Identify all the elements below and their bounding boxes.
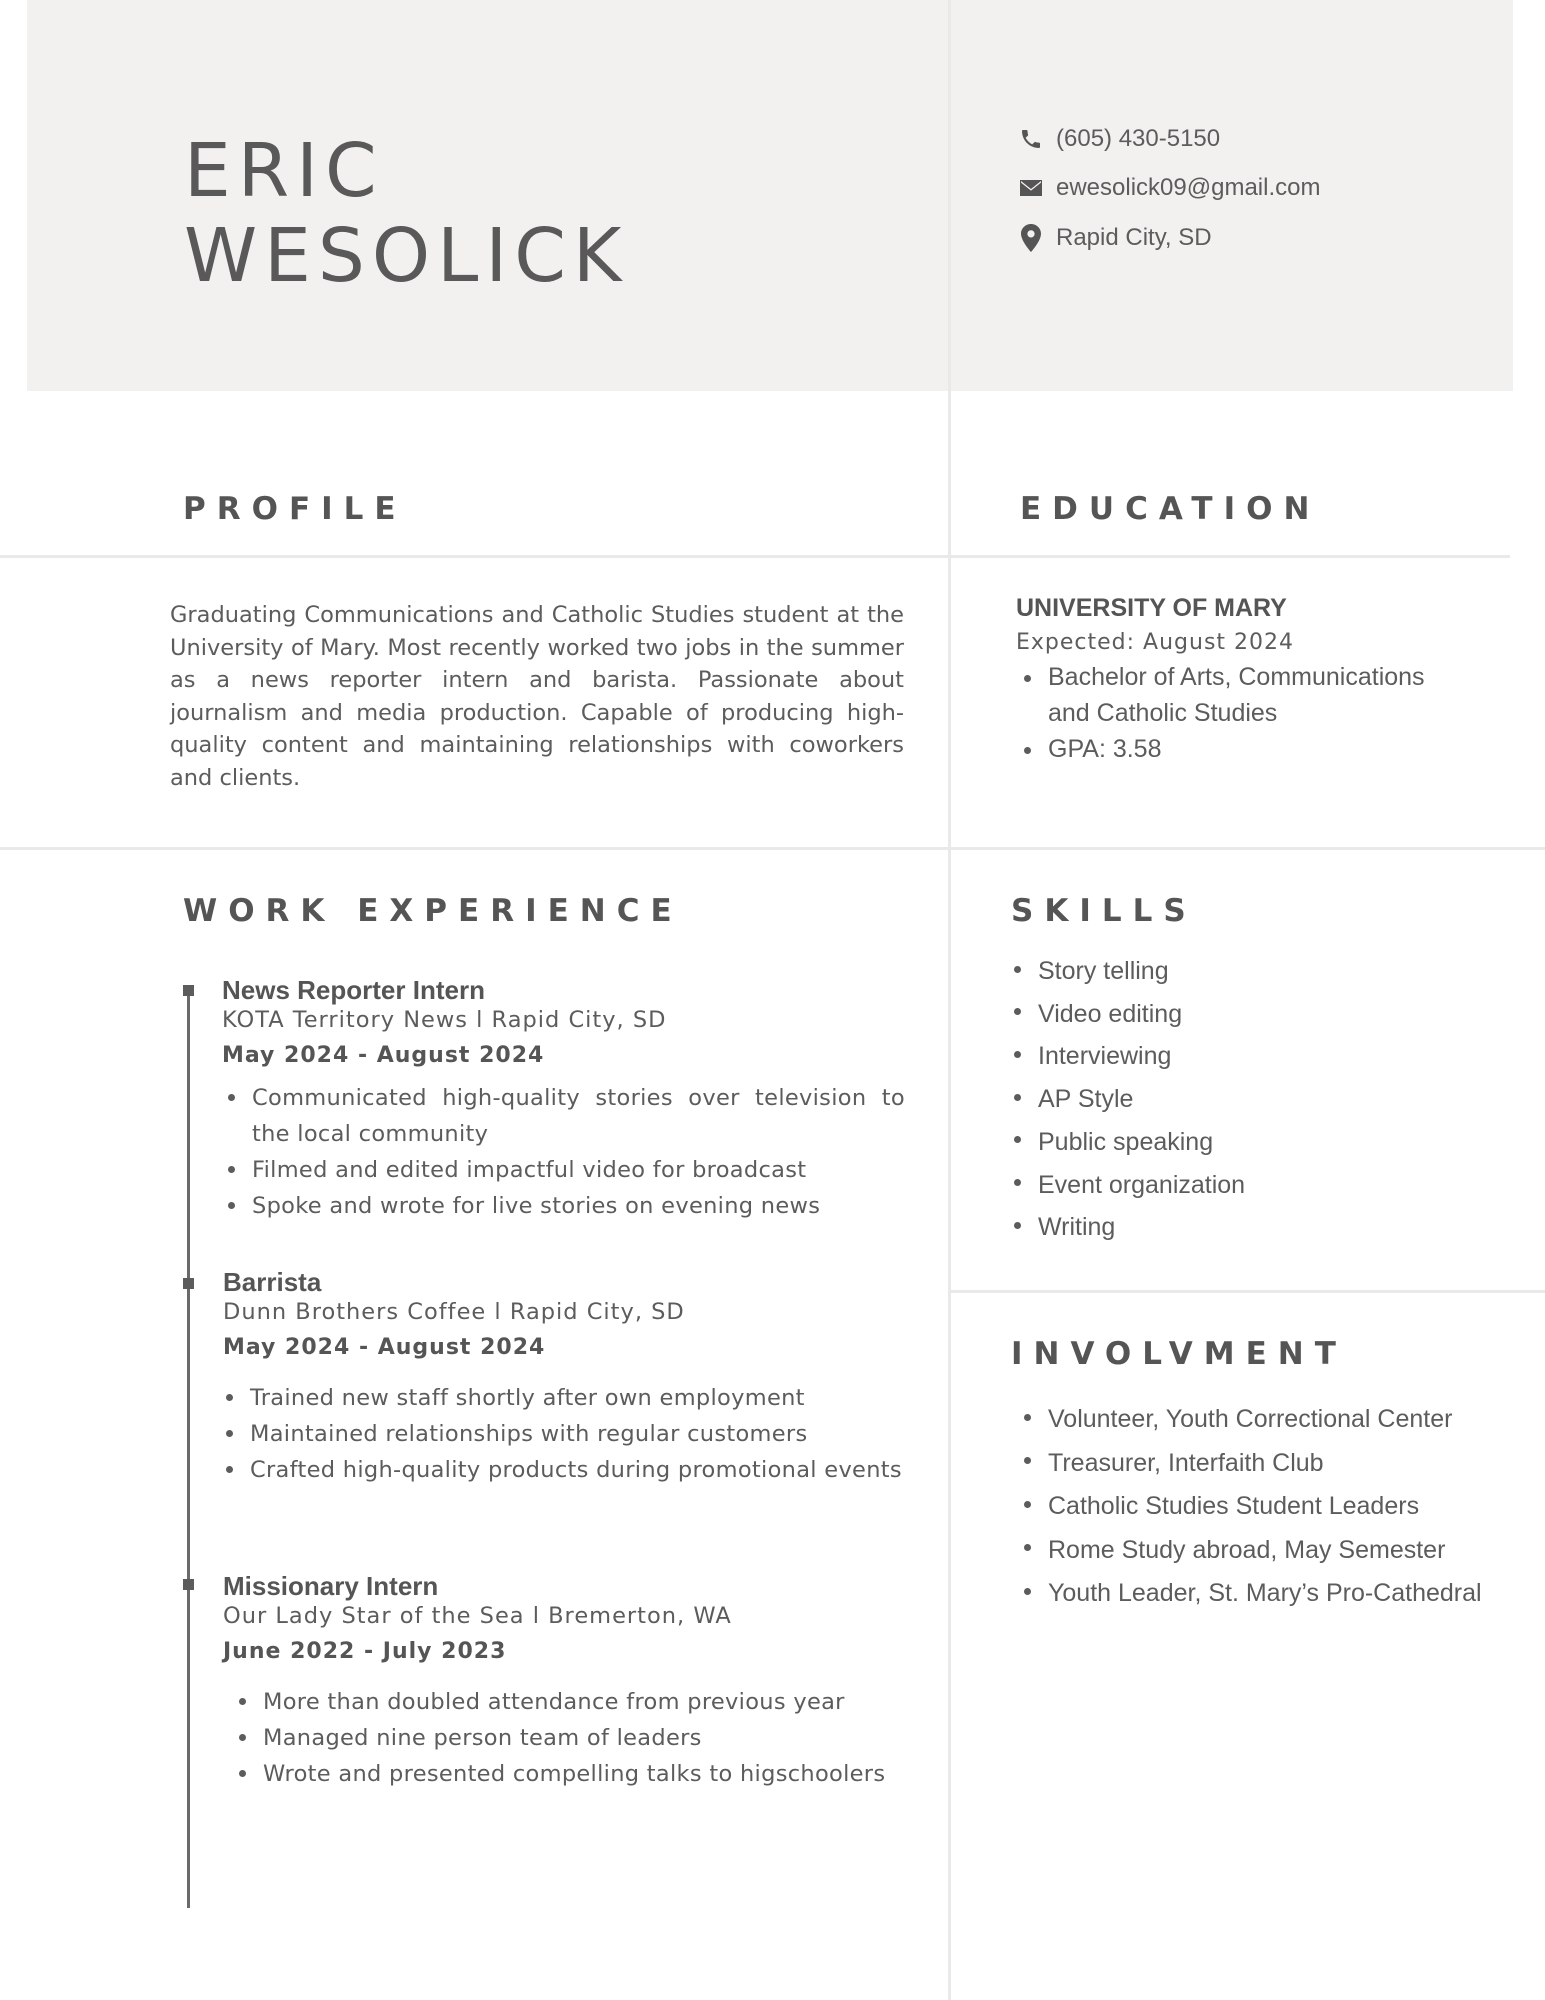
profile-summary: Graduating Communications and Catholic Studies student at the University of Mary. Most recently worked two jobs in the summer as a news reporter intern and barista. Passionate about journalism and media production. Capable of producing high-quality content and maintaining relationships with coworkers and clients. bbox=[170, 602, 904, 791]
work-experience-heading: WORK EXPERIENCE bbox=[183, 893, 683, 929]
contact-location bbox=[1018, 224, 1212, 252]
job-dates: May 2024 - August 2024 bbox=[223, 1335, 546, 1360]
skill-item: Event organization bbox=[1006, 1164, 1245, 1207]
last-name: WESOLICK bbox=[184, 213, 629, 299]
job-bullet: Maintained relationships with regular customers bbox=[218, 1416, 904, 1452]
skill-item: Public speaking bbox=[1006, 1121, 1245, 1164]
involvement-heading: INVOLVMENT bbox=[1011, 1336, 1347, 1372]
experience-timeline bbox=[187, 990, 190, 1908]
job-title: Missionary Intern bbox=[223, 1571, 439, 1601]
skill-item: Writing bbox=[1006, 1206, 1245, 1249]
timeline-marker bbox=[183, 1278, 194, 1289]
section-divider bbox=[950, 1290, 1545, 1293]
email-text: ewesolick09@gmail.com bbox=[1056, 174, 1321, 201]
location-text: Rapid City, SD bbox=[1056, 224, 1212, 251]
job-organization: Our Lady Star of the Sea l Bremerton, WA bbox=[223, 1603, 732, 1629]
skill-item: AP Style bbox=[1006, 1078, 1245, 1121]
job-bullet: More than doubled attendance from previous year bbox=[231, 1684, 916, 1720]
job-bullet: Trained new staff shortly after own employment bbox=[218, 1380, 904, 1416]
involvement-item: Treasurer, Interfaith Club bbox=[1016, 1442, 1486, 1486]
job-bullets bbox=[220, 1080, 905, 1224]
phone-icon bbox=[1018, 126, 1044, 152]
column-divider bbox=[948, 0, 951, 2000]
skill-item: Interviewing bbox=[1006, 1035, 1245, 1078]
job-bullet: Filmed and edited impactful video for broadcast bbox=[220, 1152, 905, 1188]
section-divider bbox=[0, 555, 1510, 558]
mail-icon bbox=[1018, 175, 1044, 201]
job-dates: June 2022 - July 2023 bbox=[223, 1639, 507, 1664]
involvement-item: Rome Study abroad, May Semester bbox=[1016, 1529, 1486, 1573]
skills-heading: SKILLS bbox=[1011, 893, 1197, 929]
job-title: News Reporter Intern bbox=[222, 975, 485, 1005]
education-details bbox=[1016, 659, 1456, 767]
gpa-item: GPA: 3.58 bbox=[1016, 731, 1456, 767]
job-bullets bbox=[231, 1684, 916, 1792]
job-dates: May 2024 - August 2024 bbox=[222, 1043, 545, 1068]
involvement-list bbox=[1016, 1398, 1486, 1616]
job-organization: KOTA Territory News l Rapid City, SD bbox=[222, 1007, 667, 1033]
job-bullets bbox=[218, 1380, 904, 1488]
job-bullet: Wrote and presented compelling talks to higschoolers bbox=[231, 1756, 916, 1792]
skill-item: Video editing bbox=[1006, 993, 1245, 1036]
job-title: Barrista bbox=[223, 1267, 322, 1297]
timeline-marker bbox=[183, 1579, 194, 1590]
job-organization: Dunn Brothers Coffee l Rapid City, SD bbox=[223, 1299, 685, 1325]
job-bullet: Spoke and wrote for live stories on evening news bbox=[220, 1188, 905, 1224]
school-name: UNIVERSITY OF MARY bbox=[1016, 594, 1287, 622]
skills-list bbox=[1006, 950, 1245, 1249]
graduation-date: Expected: August 2024 bbox=[1016, 630, 1295, 655]
involvement-item: Catholic Studies Student Leaders bbox=[1016, 1485, 1486, 1529]
involvement-item: Volunteer, Youth Correctional Center bbox=[1016, 1398, 1486, 1442]
skill-item: Story telling bbox=[1006, 950, 1245, 993]
job-bullet: Communicated high-quality stories over television to the local community bbox=[220, 1080, 905, 1152]
involvement-item: Youth Leader, St. Mary’s Pro-Cathedral bbox=[1016, 1572, 1486, 1616]
education-heading: EDUCATION bbox=[1020, 491, 1321, 527]
contact-phone bbox=[1018, 125, 1220, 153]
timeline-marker bbox=[183, 985, 194, 996]
first-name: ERIC bbox=[184, 128, 384, 214]
job-bullet: Managed nine person team of leaders bbox=[231, 1720, 916, 1756]
degree-item: Bachelor of Arts, Communications and Catholic Studies bbox=[1016, 659, 1456, 731]
phone-text: (605) 430-5150 bbox=[1056, 125, 1221, 152]
location-pin-icon bbox=[1018, 225, 1044, 251]
contact-email bbox=[1018, 174, 1320, 202]
job-bullet: Crafted high-quality products during promotional events bbox=[218, 1452, 904, 1488]
section-divider bbox=[0, 847, 1545, 850]
profile-heading: PROFILE bbox=[183, 491, 407, 527]
